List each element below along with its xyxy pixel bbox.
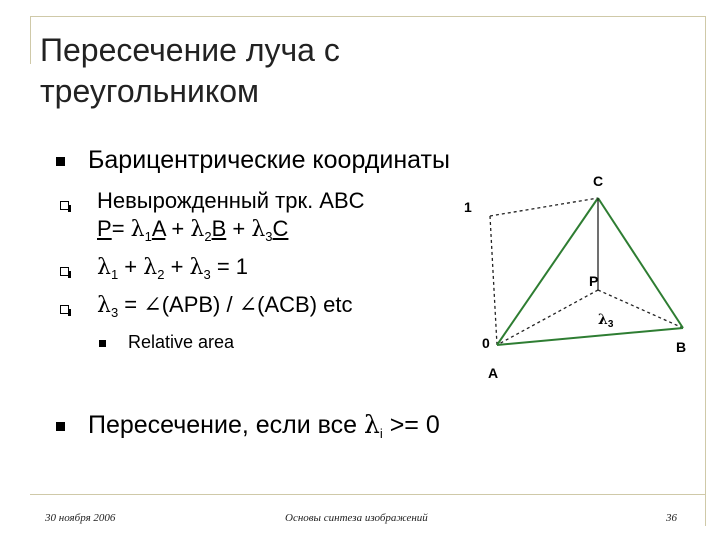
footer-course: Основы синтеза изображений	[285, 512, 428, 524]
label-p: P	[589, 273, 599, 289]
label-a: A	[488, 365, 499, 381]
bullet-nondegenerate: Невырожденный трк. ABC	[97, 188, 365, 213]
label-one: 1	[464, 199, 472, 215]
slide-title: Пересечение луча с треугольником	[40, 32, 340, 109]
dashed-edge-1-0	[490, 216, 497, 345]
label-b: B	[676, 339, 687, 355]
label-zero: 0	[482, 335, 490, 351]
bullet-lambda3-area: $\lambda_3$ = ∠(APB) / ∠(ACB) etc	[97, 292, 353, 320]
triangle-edge-ab	[497, 328, 683, 345]
triangle-edge-ca	[497, 198, 598, 345]
bullet-lambda-sum: $\lambda_1 + \lambda_2 + \lambda_3 = 1$	[97, 254, 249, 282]
bullet-p-equation: $P= \lambda_1A + \lambda_2B + \lambda_3C$	[97, 216, 289, 244]
footer-page-number: 36	[666, 512, 677, 524]
triangle-edge-cb	[598, 198, 683, 328]
bullet-intersection: Пересечение, если все $\lambda_i >= 0$	[88, 410, 440, 441]
label-lambda3: $\lambda_3$	[598, 312, 614, 330]
dashed-edge-1-c	[490, 198, 598, 216]
bullet-barycentric: Барицентрические координаты	[88, 146, 450, 174]
label-c: C	[593, 173, 604, 189]
footer-date: 30 ноября 2006	[45, 512, 116, 524]
bullet-relative-area: Relative area	[128, 332, 235, 352]
